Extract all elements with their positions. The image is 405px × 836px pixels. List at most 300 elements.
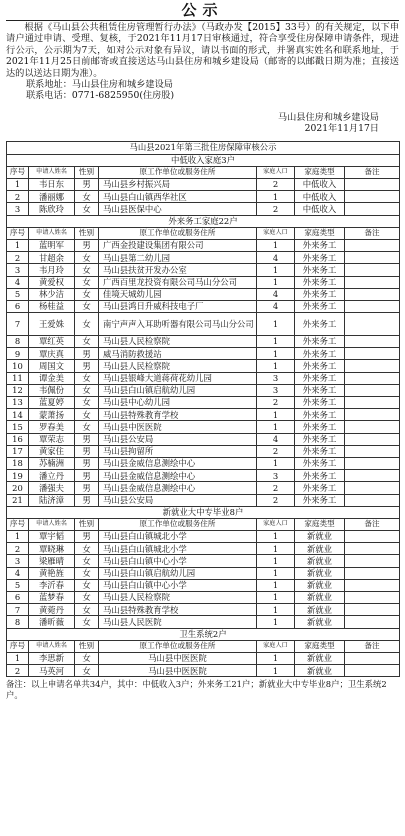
table-row (7, 252, 400, 264)
cell-gender: 男 (75, 239, 99, 251)
cell-remark (345, 384, 400, 396)
cell-remark (345, 665, 400, 677)
table-row (7, 288, 400, 300)
header-row (7, 640, 400, 652)
section-title-row (7, 506, 400, 518)
cell-gender: 女 (75, 372, 99, 384)
cell-workplace: 马山县第二幼儿园 (99, 252, 257, 264)
cell-no: 1 (7, 531, 29, 543)
cell-name: 周国文 (29, 360, 75, 372)
cell-workplace: 马山县公安局 (99, 494, 257, 506)
section-title-row (7, 154, 400, 166)
cell-category: 中低收入 (295, 203, 345, 215)
cell-workplace: 马山县扶贫开发办公室 (99, 264, 257, 276)
cell-name: 蒙萧扬 (29, 409, 75, 421)
cell-remark (345, 457, 400, 469)
cell-workplace: 马山县白山镇中心小学 (99, 579, 257, 591)
cell-workplace: 马山县乡村振兴局 (99, 179, 257, 191)
cell-category: 外来务工 (295, 409, 345, 421)
cell-household: 4 (257, 252, 295, 264)
header-workplace: 原工作单位或服务住所 (99, 640, 257, 652)
cell-remark (345, 360, 400, 372)
cell-category: 外来务工 (295, 397, 345, 409)
table-row (7, 579, 400, 591)
cell-household: 1 (257, 264, 295, 276)
cell-workplace: 马山县中医医院 (99, 421, 257, 433)
cell-household: 3 (257, 372, 295, 384)
cell-household: 1 (257, 555, 295, 567)
notice-body (0, 22, 405, 79)
cell-household: 3 (257, 470, 295, 482)
cell-household: 3 (257, 384, 295, 396)
cell-category: 外来务工 (295, 348, 345, 360)
header-remark: 备注 (345, 640, 400, 652)
cell-remark (345, 372, 400, 384)
table-row (7, 397, 400, 409)
cell-category: 外来务工 (295, 494, 345, 506)
cell-no: 1 (7, 179, 29, 191)
cell-remark (345, 239, 400, 251)
cell-category: 外来务工 (295, 336, 345, 348)
cell-category: 新就业 (295, 616, 345, 628)
cell-remark (345, 179, 400, 191)
cell-gender: 女 (75, 652, 99, 664)
table-row (7, 494, 400, 506)
cell-category: 新就业 (295, 665, 345, 677)
table-row (7, 616, 400, 628)
cell-workplace: 马山县金威信息测绘中心 (99, 457, 257, 469)
header-name: 申请人姓名 (29, 227, 75, 239)
cell-name: 潘强夫 (29, 482, 75, 494)
cell-category: 外来务工 (295, 482, 345, 494)
cell-no: 8 (7, 336, 29, 348)
table-row (7, 482, 400, 494)
cell-name: 韦佩份 (29, 384, 75, 396)
cell-gender: 男 (75, 482, 99, 494)
section-title-row (7, 215, 400, 227)
cell-gender: 女 (75, 300, 99, 312)
cell-remark (345, 409, 400, 421)
cell-name: 潘丽娜 (29, 191, 75, 203)
cell-workplace: 南宁声声入耳助听器有限公司马山分公司 (99, 313, 257, 336)
cell-gender: 女 (75, 592, 99, 604)
cell-remark (345, 288, 400, 300)
cell-workplace: 马山县医保中心 (99, 203, 257, 215)
table-row (7, 239, 400, 251)
cell-workplace: 马山县特殊教育学校 (99, 409, 257, 421)
cell-gender: 男 (75, 348, 99, 360)
cell-workplace: 马山县中心幼儿园 (99, 397, 257, 409)
table-row (7, 652, 400, 664)
cell-household: 2 (257, 445, 295, 457)
cell-category: 新就业 (295, 555, 345, 567)
cell-household: 1 (257, 652, 295, 664)
cell-household: 1 (257, 579, 295, 591)
cell-gender: 女 (75, 579, 99, 591)
table-row (7, 336, 400, 348)
table-row (7, 300, 400, 312)
cell-remark (345, 421, 400, 433)
cell-gender: 女 (75, 555, 99, 567)
cell-remark (345, 300, 400, 312)
cell-remark (345, 203, 400, 215)
cell-category: 外来务工 (295, 372, 345, 384)
cell-remark (345, 191, 400, 203)
cell-gender: 女 (75, 203, 99, 215)
cell-remark (345, 348, 400, 360)
cell-remark (345, 531, 400, 543)
cell-gender: 女 (75, 604, 99, 616)
header-row (7, 227, 400, 239)
cell-name: 覃荣志 (29, 433, 75, 445)
cell-workplace: 马山县人民检察院 (99, 360, 257, 372)
cell-no: 2 (7, 665, 29, 677)
cell-name: 王爱姝 (29, 313, 75, 336)
cell-household: 1 (257, 665, 295, 677)
header-household: 家庭人口 (257, 227, 295, 239)
cell-no: 17 (7, 445, 29, 457)
table-row (7, 531, 400, 543)
table-row (7, 555, 400, 567)
cell-remark (345, 397, 400, 409)
cell-no: 1 (7, 239, 29, 251)
cell-no: 12 (7, 384, 29, 396)
header-no: 序号 (7, 227, 29, 239)
notice-paragraph: 根据《马山县公共租赁住房管理暂行办法》（马政办发【2015】33号）的有关规定，以下申请户通过申请、受理、复核，于2021年11月17日审核通过，符合享受住房保障申请条件，现进行公示，公示期为7天，如对公示对象有异议，请以书面的形式，并署真实姓名和联系地址，于2021年11月25日前邮寄或直接送达马山县住房和城乡建设局（邮寄的以邮戳日期为准；直接送达的以送达日期为准）。 (6, 22, 399, 79)
cell-name: 韦日东 (29, 179, 75, 191)
cell-gender: 男 (75, 457, 99, 469)
cell-name: 潘立丹 (29, 470, 75, 482)
cell-no: 9 (7, 348, 29, 360)
table-row (7, 445, 400, 457)
cell-gender: 女 (75, 313, 99, 336)
cell-household: 1 (257, 457, 295, 469)
cell-no: 11 (7, 372, 29, 384)
cell-gender: 男 (75, 433, 99, 445)
cell-no: 7 (7, 604, 29, 616)
cell-household: 1 (257, 313, 295, 336)
cell-household: 1 (257, 604, 295, 616)
cell-gender: 女 (75, 616, 99, 628)
cell-remark (345, 313, 400, 336)
cell-household: 4 (257, 288, 295, 300)
header-category: 家庭类型 (295, 227, 345, 239)
cell-remark (345, 494, 400, 506)
table-row (7, 409, 400, 421)
cell-name: 谭金美 (29, 372, 75, 384)
cell-remark (345, 482, 400, 494)
cell-no: 13 (7, 397, 29, 409)
cell-household: 1 (257, 239, 295, 251)
cell-gender: 女 (75, 567, 99, 579)
cell-category: 外来务工 (295, 470, 345, 482)
table-row (7, 313, 400, 336)
cell-household: 2 (257, 203, 295, 215)
cell-name: 马英河 (29, 665, 75, 677)
cell-category: 中低收入 (295, 191, 345, 203)
cell-gender: 女 (75, 264, 99, 276)
section-title: 新就业大中专毕业8户 (7, 506, 400, 518)
header-name: 申请人姓名 (29, 518, 75, 530)
cell-no: 14 (7, 409, 29, 421)
cell-category: 外来务工 (295, 457, 345, 469)
header-gender: 性别 (75, 518, 99, 530)
cell-gender: 女 (75, 409, 99, 421)
cell-gender: 男 (75, 179, 99, 191)
cell-workplace: 马山县拘留所 (99, 445, 257, 457)
cell-category: 新就业 (295, 531, 345, 543)
cell-gender: 男 (75, 531, 99, 543)
table-row (7, 470, 400, 482)
table-row (7, 421, 400, 433)
header-gender: 性别 (75, 166, 99, 178)
applicant-table (6, 141, 400, 678)
contact-phone: 联系电话：0771-6825950(住房股) (26, 90, 175, 102)
cell-name: 黄家住 (29, 445, 75, 457)
cell-name: 林少洁 (29, 288, 75, 300)
cell-name: 韦月玲 (29, 264, 75, 276)
cell-no: 16 (7, 433, 29, 445)
cell-gender: 女 (75, 191, 99, 203)
table-body (7, 141, 400, 677)
signature-org: 马山县住房和城乡建设局 (277, 111, 379, 123)
cell-remark (345, 433, 400, 445)
section-title: 外来务工家庭22户 (7, 215, 400, 227)
header-remark: 备注 (345, 518, 400, 530)
cell-workplace: 马山县人民检察院 (99, 592, 257, 604)
cell-no: 20 (7, 482, 29, 494)
cell-name: 李思新 (29, 652, 75, 664)
cell-name: 黄爱权 (29, 276, 75, 288)
notice-page (0, 2, 405, 836)
cell-gender: 女 (75, 384, 99, 396)
cell-remark (345, 336, 400, 348)
cell-no: 7 (7, 313, 29, 336)
cell-gender: 男 (75, 470, 99, 482)
cell-household: 1 (257, 592, 295, 604)
cell-workplace: 马山县白山镇城北小学 (99, 543, 257, 555)
header-household: 家庭人口 (257, 640, 295, 652)
table-row (7, 543, 400, 555)
cell-household: 1 (257, 531, 295, 543)
cell-household: 1 (257, 567, 295, 579)
cell-no: 6 (7, 592, 29, 604)
table-row (7, 604, 400, 616)
cell-workplace: 马山县中医医院 (99, 665, 257, 677)
cell-category: 新就业 (295, 592, 345, 604)
cell-name: 覃宇韬 (29, 531, 75, 543)
table-row (7, 457, 400, 469)
cell-no: 19 (7, 470, 29, 482)
cell-category: 外来务工 (295, 239, 345, 251)
cell-category: 新就业 (295, 579, 345, 591)
cell-name: 甘超余 (29, 252, 75, 264)
cell-name: 蓝夏婷 (29, 397, 75, 409)
header-category: 家庭类型 (295, 640, 345, 652)
cell-household: 1 (257, 543, 295, 555)
header-name: 申请人姓名 (29, 166, 75, 178)
cell-no: 15 (7, 421, 29, 433)
cell-workplace: 广西金投建设集团有限公司 (99, 239, 257, 251)
table-title-row (7, 141, 400, 154)
header-no: 序号 (7, 166, 29, 178)
cell-household: 1 (257, 409, 295, 421)
cell-category: 外来务工 (295, 384, 345, 396)
cell-household: 1 (257, 360, 295, 372)
cell-name: 覃红英 (29, 336, 75, 348)
header-workplace: 原工作单位或服务住所 (99, 518, 257, 530)
cell-category: 新就业 (295, 567, 345, 579)
cell-category: 外来务工 (295, 433, 345, 445)
cell-workplace: 马山县白山镇启航幼儿园 (99, 384, 257, 396)
cell-name: 梁雁晴 (29, 555, 75, 567)
cell-gender: 女 (75, 397, 99, 409)
header-gender: 性别 (75, 640, 99, 652)
header-household: 家庭人口 (257, 166, 295, 178)
cell-no: 5 (7, 288, 29, 300)
cell-workplace: 威马消防救援站 (99, 348, 257, 360)
contact-address: 联系地址：马山县住房和城乡建设局 (26, 79, 173, 91)
table-row (7, 665, 400, 677)
cell-name: 陈欣玲 (29, 203, 75, 215)
cell-workplace: 马山县白山镇启航幼儿园 (99, 567, 257, 579)
cell-name: 杨桂益 (29, 300, 75, 312)
cell-household: 4 (257, 300, 295, 312)
cell-no: 4 (7, 276, 29, 288)
cell-workplace: 马山县白山镇城北小学 (99, 531, 257, 543)
cell-no: 2 (7, 191, 29, 203)
table-row (7, 433, 400, 445)
cell-household: 1 (257, 421, 295, 433)
cell-no: 2 (7, 543, 29, 555)
cell-workplace: 马山县金威信息测绘中心 (99, 470, 257, 482)
cell-no: 3 (7, 555, 29, 567)
cell-category: 外来务工 (295, 360, 345, 372)
cell-name: 覃晓琳 (29, 543, 75, 555)
cell-remark (345, 579, 400, 591)
cell-remark (345, 276, 400, 288)
cell-household: 2 (257, 179, 295, 191)
header-workplace: 原工作单位或服务住所 (99, 166, 257, 178)
header-name: 申请人姓名 (29, 640, 75, 652)
table-row (7, 191, 400, 203)
cell-remark (345, 567, 400, 579)
cell-no: 8 (7, 616, 29, 628)
cell-name: 苏楠洲 (29, 457, 75, 469)
cell-household: 1 (257, 616, 295, 628)
cell-remark (345, 252, 400, 264)
cell-workplace: 马山县公安局 (99, 433, 257, 445)
cell-gender: 女 (75, 276, 99, 288)
cell-category: 新就业 (295, 543, 345, 555)
signature-block (0, 112, 405, 135)
cell-workplace: 马山县白山镇中心小学 (99, 555, 257, 567)
footnote: 备注：以上申请名单共34户，其中：中低收入3户；外来务工21户；新就业大中专毕业8户；卫生系统2户。 (6, 679, 387, 701)
cell-category: 外来务工 (295, 252, 345, 264)
table-title: 马山县2021年第三批住房保障审核公示 (7, 141, 400, 154)
cell-no: 4 (7, 567, 29, 579)
cell-remark (345, 592, 400, 604)
cell-gender: 女 (75, 336, 99, 348)
header-remark: 备注 (345, 166, 400, 178)
cell-name: 潘昕薇 (29, 616, 75, 628)
cell-no: 10 (7, 360, 29, 372)
cell-workplace: 马山县特殊教育学校 (99, 604, 257, 616)
table-row (7, 264, 400, 276)
cell-category: 外来务工 (295, 421, 345, 433)
cell-name: 蓝梦春 (29, 592, 75, 604)
table-row (7, 384, 400, 396)
cell-workplace: 佳境天城幼儿园 (99, 288, 257, 300)
cell-gender: 男 (75, 445, 99, 457)
header-workplace: 原工作单位或服务住所 (99, 227, 257, 239)
cell-remark (345, 264, 400, 276)
cell-category: 外来务工 (295, 276, 345, 288)
cell-remark (345, 543, 400, 555)
cell-household: 2 (257, 494, 295, 506)
header-household: 家庭人口 (257, 518, 295, 530)
cell-gender: 女 (75, 543, 99, 555)
header-category: 家庭类型 (295, 518, 345, 530)
table-row (7, 179, 400, 191)
cell-name: 覃庆真 (29, 348, 75, 360)
cell-category: 外来务工 (295, 288, 345, 300)
cell-household: 4 (257, 433, 295, 445)
cell-workplace: 马山县中医医院 (99, 652, 257, 664)
cell-name: 李沂春 (29, 579, 75, 591)
cell-workplace: 马山县白山镇西华社区 (99, 191, 257, 203)
table-row (7, 348, 400, 360)
cell-category: 新就业 (295, 652, 345, 664)
section-title-row (7, 628, 400, 640)
cell-remark (345, 652, 400, 664)
header-no: 序号 (7, 640, 29, 652)
header-row (7, 518, 400, 530)
cell-name: 蓝明军 (29, 239, 75, 251)
cell-household: 2 (257, 482, 295, 494)
table-row (7, 567, 400, 579)
cell-workplace: 马山县银峰大道蒋荷花幼儿园 (99, 372, 257, 384)
header-gender: 性别 (75, 227, 99, 239)
cell-category: 中低收入 (295, 179, 345, 191)
cell-remark (345, 604, 400, 616)
header-no: 序号 (7, 518, 29, 530)
cell-remark (345, 616, 400, 628)
cell-no: 21 (7, 494, 29, 506)
table-row (7, 203, 400, 215)
cell-name: 罗春美 (29, 421, 75, 433)
cell-category: 外来务工 (295, 264, 345, 276)
cell-workplace: 广西百里龙投资有限公司马山分公司 (99, 276, 257, 288)
cell-workplace: 马山县金威信息测绘中心 (99, 482, 257, 494)
title-divider (6, 20, 399, 21)
cell-gender: 男 (75, 360, 99, 372)
cell-workplace: 马山县人民检察院 (99, 336, 257, 348)
cell-name: 黄菀丹 (29, 604, 75, 616)
cell-category: 外来务工 (295, 313, 345, 336)
header-remark: 备注 (345, 227, 400, 239)
cell-no: 6 (7, 300, 29, 312)
cell-household: 2 (257, 397, 295, 409)
cell-household: 1 (257, 336, 295, 348)
table-row (7, 592, 400, 604)
cell-no: 5 (7, 579, 29, 591)
cell-no: 1 (7, 652, 29, 664)
cell-remark (345, 445, 400, 457)
cell-gender: 男 (75, 494, 99, 506)
cell-household: 1 (257, 276, 295, 288)
cell-category: 外来务工 (295, 300, 345, 312)
